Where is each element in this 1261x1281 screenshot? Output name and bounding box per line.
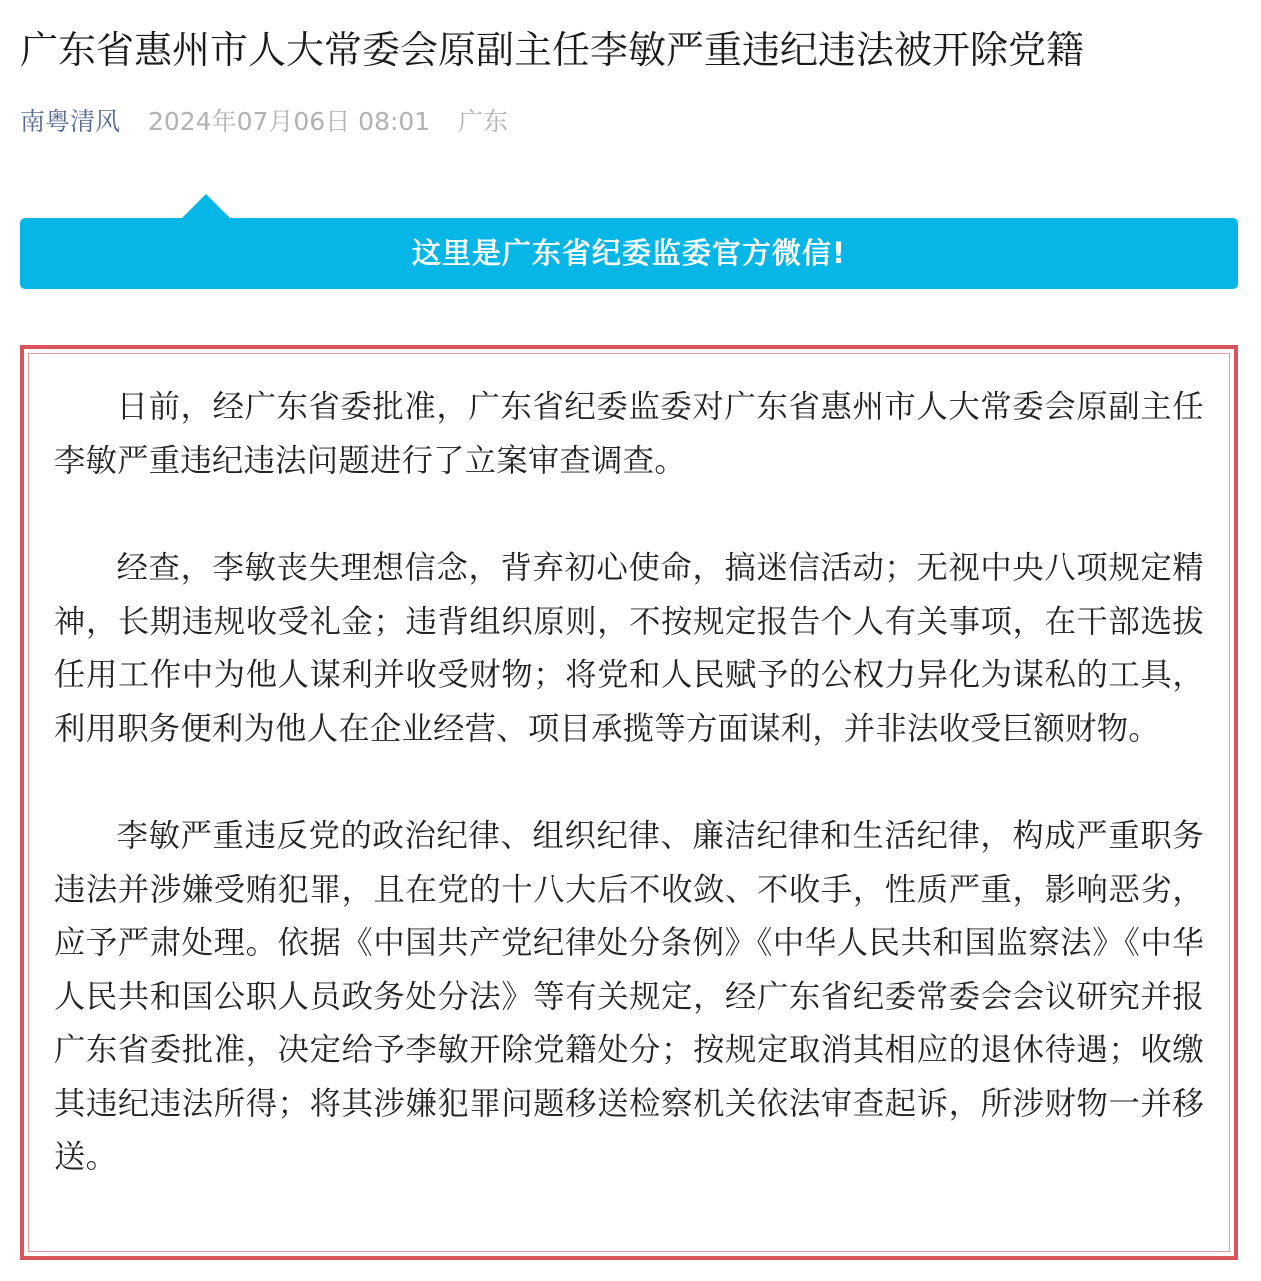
- article-body: [54, 381, 1204, 1185]
- article-meta: [20, 102, 508, 142]
- article-title: 广东省惠州市人大常委会原副主任李敏严重违纪违法被开除党籍: [20, 28, 1085, 72]
- paragraph-findings: 经查，李敏丧失理想信念，背弃初心使命，搞迷信活动；无视中央八项规定精神，长期违规收受礼金；违背组织原则，不按规定报告个人有关事项，在干部选拔任用工作中为他人谋利并收受财物；将党和人民赋予的公权力异化为谋私的工具，利用职务便利为他人在企业经营、项目承揽等方面谋利，并非法收受巨额财物。: [54, 550, 1204, 747]
- paragraph-intro: 日前，经广东省委批准，广东省纪委监委对广东省惠州市人大常委会原副主任李敏严重违纪违法问题进行了立案审查调查。: [54, 389, 1204, 479]
- welcome-banner: 这里是广东省纪委监委官方微信!: [20, 218, 1238, 289]
- publish-location: 广东: [458, 107, 509, 136]
- article-content-frame: [20, 345, 1238, 1260]
- paragraph-decision: 李敏严重违反党的政治纪律、组织纪律、廉洁纪律和生活纪律，构成严重职务违法并涉嫌受贿犯罪，且在党的十八大后不收敛、不收手，性质严重，影响恶劣，应予严肃处理。依据《中国共产党纪律处分条例》《中华人民共和国监察法》《中华人民共和国公职人员政务处分法》等有关规定，经广东省纪委常委会会议研究并报广东省委批准，决定给予李敏开除党籍处分；按规定取消其相应的退休待遇；收缴其违纪违法所得；将其涉嫌犯罪问题移送检察机关依法审查起诉，所涉财物一并移送。: [54, 818, 1204, 1175]
- banner-pointer: [181, 194, 231, 219]
- account-name-link[interactable]: 南粤清风: [20, 107, 121, 136]
- publish-datetime: 2024年07月06日 08:01: [147, 107, 431, 136]
